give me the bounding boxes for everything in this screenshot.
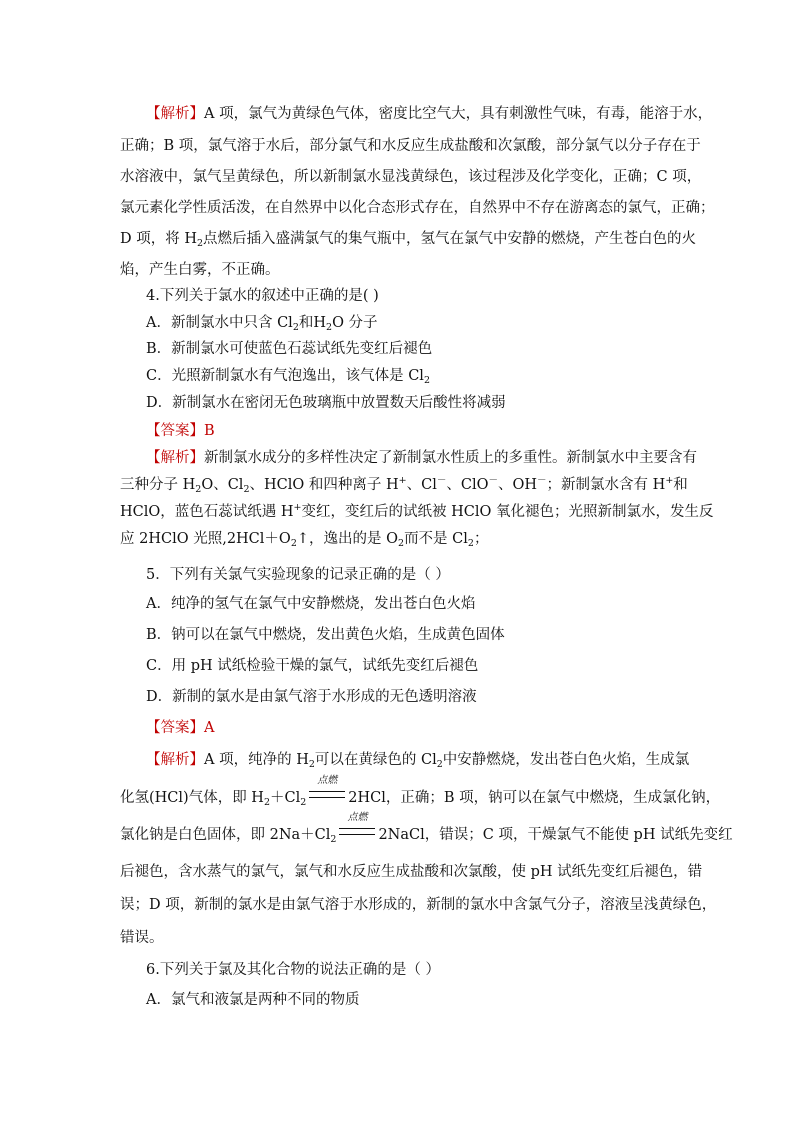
q4-analysis-line-1: 【解析】新制氯水成分的多样性决定了新制氯水性质上的多重性。新制氯水中主要含有 xyxy=(146,450,697,466)
q6-stem: 6.下列关于氯及其化合物的说法正确的是（ ） xyxy=(146,962,440,978)
q5-option-d: D．新制的氯水是由氯气溶于水形成的无色透明溶液 xyxy=(146,689,477,705)
q5-analysis-line-1: 【解析】A 项，纯净的 $H_2$可以在黄绿色的 $Cl_2$中安静燃烧，发出苍白色火焰，生成氯 xyxy=(146,752,690,770)
q3-analysis-line-3: 水溶液中，氯气呈黄绿色，所以新制氯水显浅黄绿色，该过程涉及化学变化，正确；C 项， xyxy=(120,169,702,185)
q4-analysis-line-4: 应 2HClO 光照$,2HCl+O_2↑$，逸出的是 $O_2$而不是 $Cl_2$； xyxy=(120,531,489,549)
q5-answer: 【答案】A xyxy=(146,720,215,736)
q5-analysis-line-2: 化氢(HCl)气体，即 $H_2+Cl_2$ 点燃 2HCl，正确；B 项，钠可以在氯气中燃烧，生成氯化钠， xyxy=(120,775,721,808)
q3-analysis-line-5: D 项，将 $H_2$点燃后插入盛满氯气的集气瓶中，氢气在氯气中安静的燃烧，产生苍白色的火 xyxy=(120,231,697,249)
q4-analysis-line-3: HClO，蓝色石蕊试纸遇 H+变红，变红后的试纸被 HClO 氧化褪色；光照新制氯水，发生反 xyxy=(120,502,714,520)
reaction-condition: 点燃 xyxy=(336,825,378,845)
q3-analysis-line-1: 【解析】A 项，氯气为黄绿色气体，密度比空气大，具有刺激性气味，有毒，能溶于水， xyxy=(146,106,713,122)
q4-option-d: D．新制氯水在密闭无色玻璃瓶中放置数天后酸性将减弱 xyxy=(146,395,506,411)
q4-stem: 4.下列关于氯水的叙述中正确的是( ) xyxy=(146,288,379,304)
q5-option-a: A．纯净的氢气在氯气中安静燃烧，发出苍白色火焰 xyxy=(146,596,476,612)
q4-answer: 【答案】B xyxy=(146,423,215,439)
q3-analysis-line-2: 正确；B 项，氯气溶于水后，部分氯气和水反应生成盐酸和次氯酸，部分氯气以分子存在于 xyxy=(120,138,701,154)
q5-option-b: B．钠可以在氯气中燃烧，发出黄色火焰，生成黄色固体 xyxy=(146,627,505,643)
reaction-condition: 点燃 xyxy=(306,788,348,808)
q4-option-a: A．新制氯水中只含 $Cl_2$和$H_2O$ 分子 xyxy=(146,315,378,333)
q4-analysis-line-2: 三种分子 $H_2O$、$Cl_2$、HClO 和四种离子 H+、Cl－、ClO－、OH－；新制氯水含有 H+和 xyxy=(120,475,688,495)
q5-analysis-line-5: 误；D 项，新制的氯水是由氯气溶于水形成的，新制的氯水中含氯气分子，溶液呈浅黄绿色， xyxy=(120,897,717,913)
q5-analysis-line-3: 氯化钠是白色固体，即 $2Na+Cl_2$ 点燃 2NaCl，错误；C 项，干燥氯气不能使 pH 试纸先变红 xyxy=(120,812,733,845)
q4-option-c: C．光照新制氯水有气泡逸出，该气体是 $Cl_2$ xyxy=(146,368,430,386)
q5-stem: 5．下列有关氯气实验现象的记录正确的是（ ） xyxy=(146,567,450,583)
q5-analysis-line-4: 后褪色，含水蒸气的氯气，氯气和水反应生成盐酸和次氯酸，使 pH 试纸先变红后褪色，错 xyxy=(120,864,703,880)
q4-option-b: B．新制氯水可使蓝色石蕊试纸先变红后褪色 xyxy=(146,341,433,357)
analysis-tag: 【解析】 xyxy=(146,106,204,122)
q6-option-a: A．氯气和液氯是两种不同的物质 xyxy=(146,992,360,1008)
q5-option-c: C．用 pH 试纸检验干燥的氯气，试纸先变红后褪色 xyxy=(146,658,479,674)
q5-analysis-line-6: 错误。 xyxy=(120,930,164,946)
q3-analysis-line-4: 氯元素化学性质活泼，在自然界中以化合态形式存在，自然界中不存在游离态的氯气，正确； xyxy=(120,200,715,216)
q3-analysis-line-6: 焰，产生白雾，不正确。 xyxy=(120,262,280,278)
